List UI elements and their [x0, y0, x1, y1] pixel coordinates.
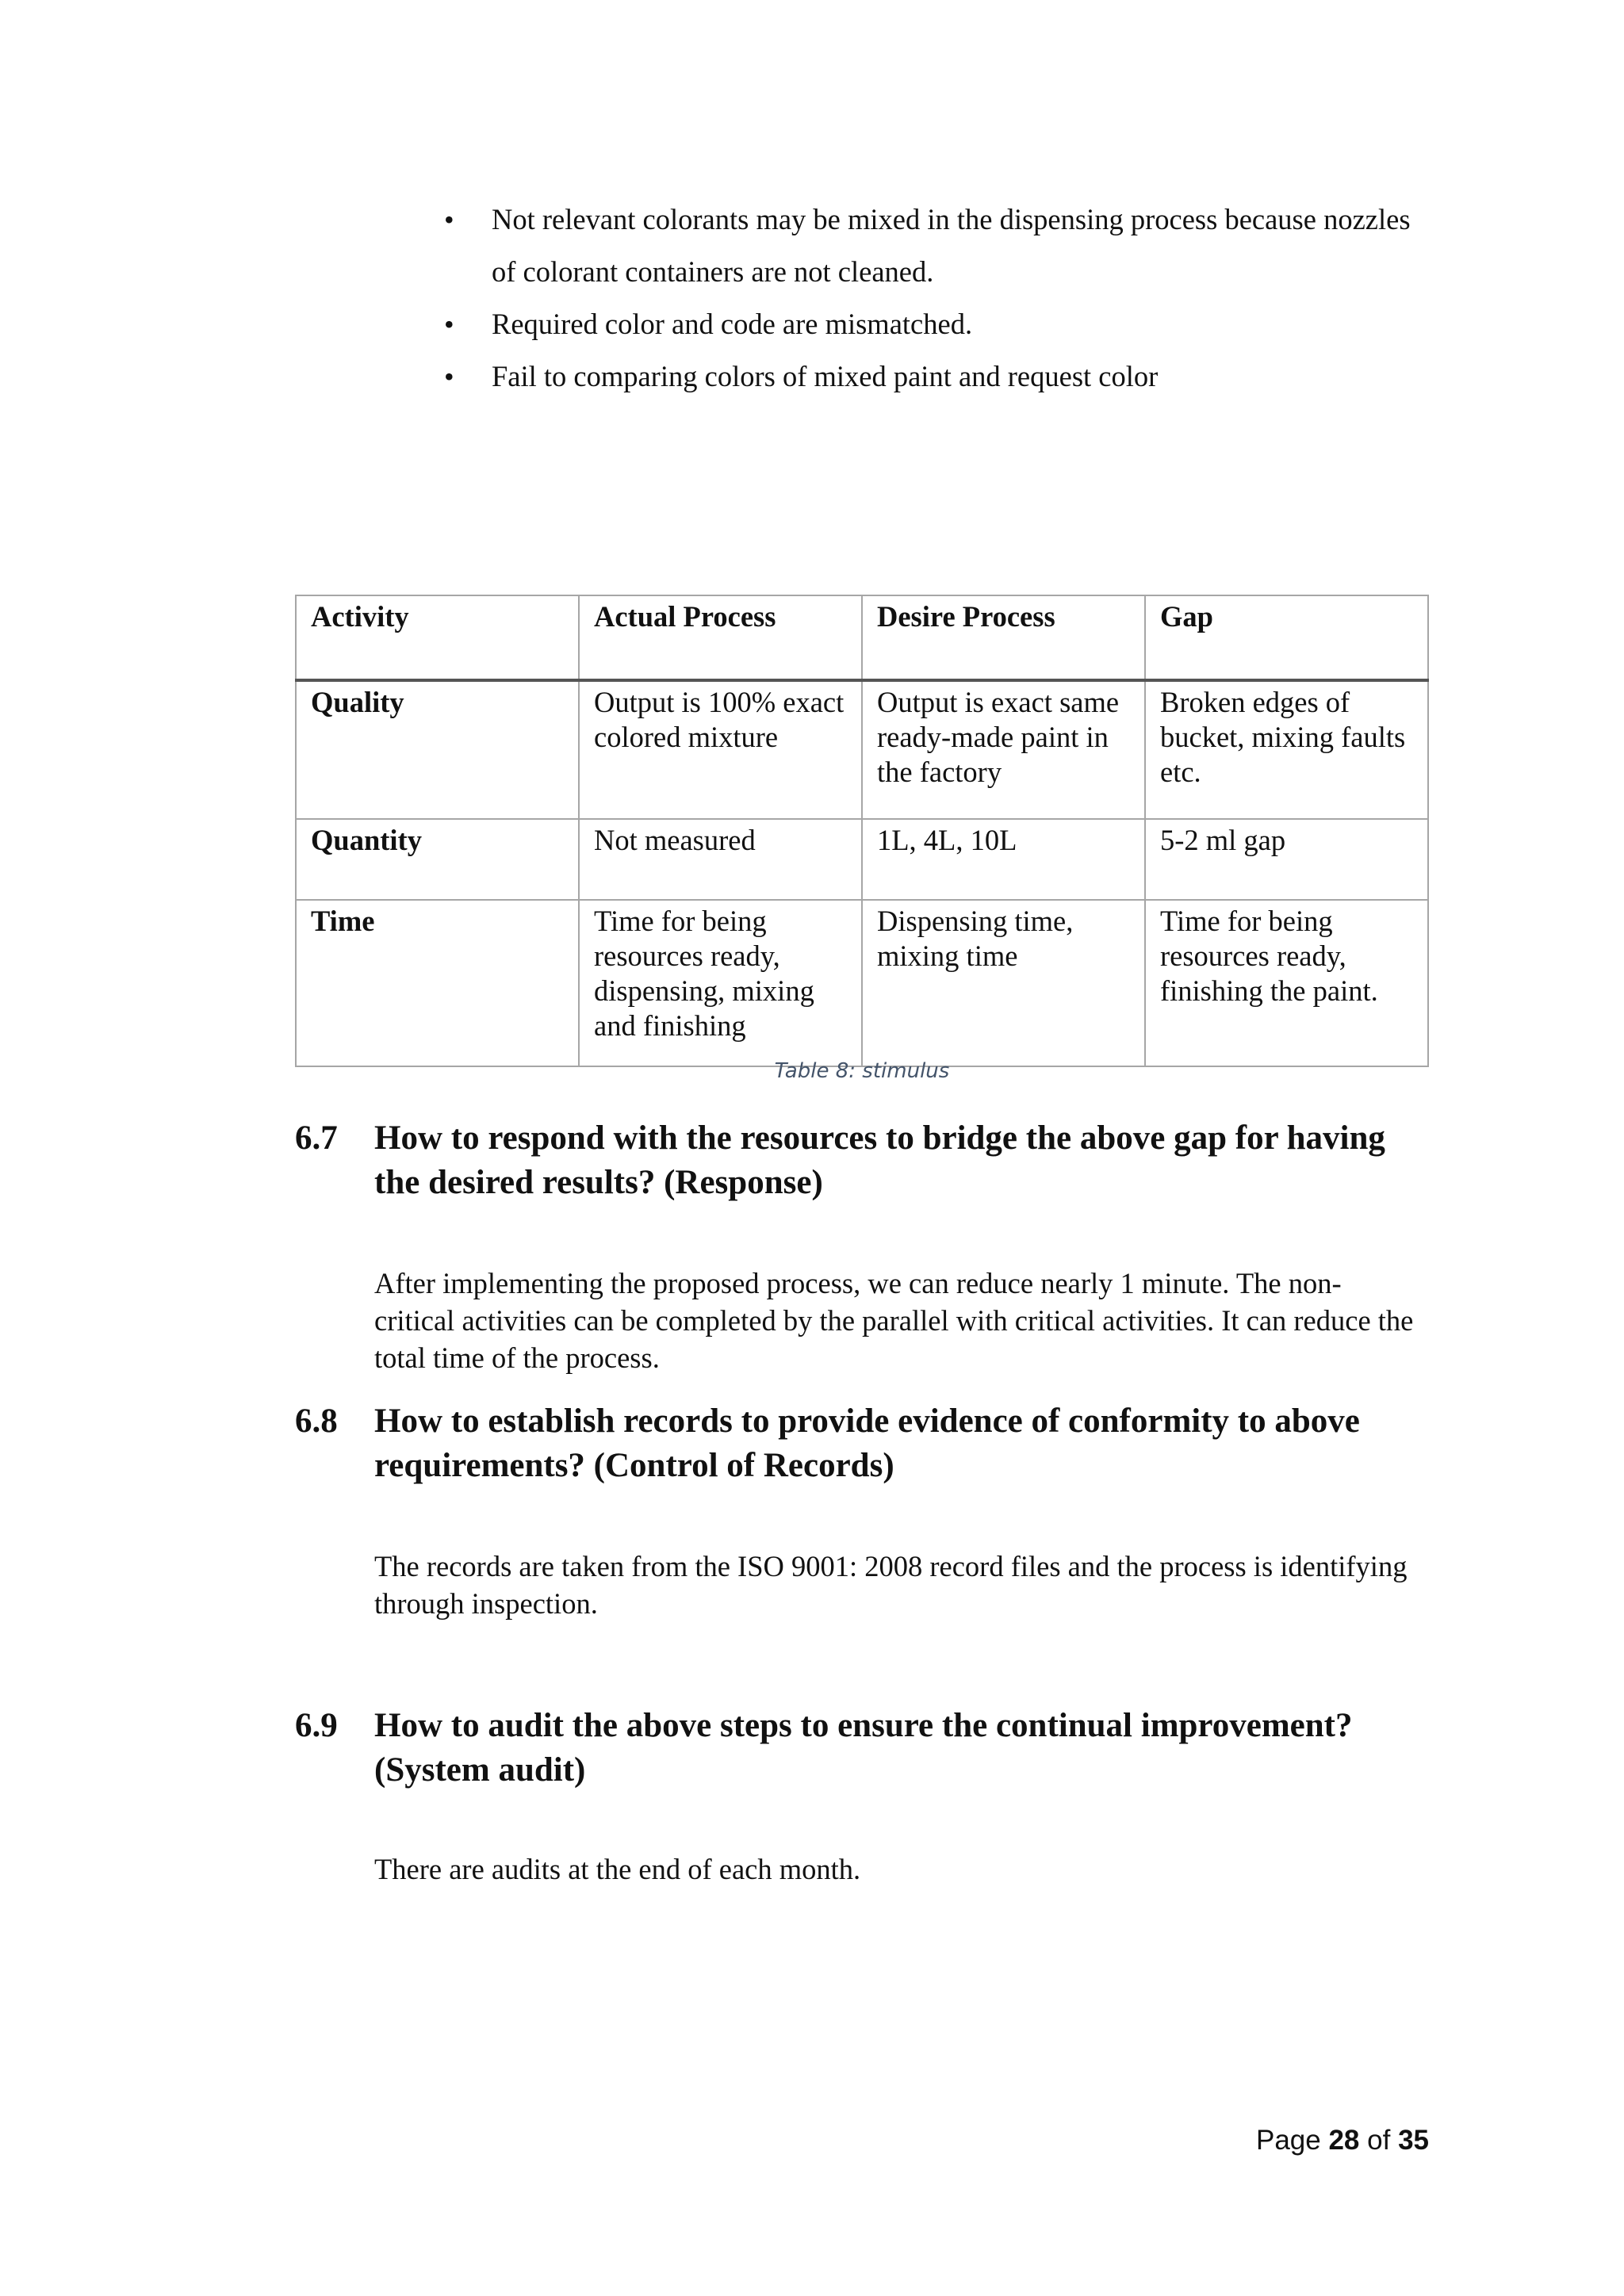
table-cell: 5-2 ml gap	[1145, 819, 1428, 900]
bullet-icon: •	[444, 361, 454, 392]
process-table-container	[295, 595, 1429, 1067]
table-cell: Quantity	[296, 819, 579, 900]
process-gap-table	[295, 595, 1429, 1067]
table-cell: Output is 100% exact colored mixture	[579, 680, 862, 819]
section-number: 6.8	[295, 1402, 338, 1440]
list-item: • Not relevant colorants may be mixed in the dispensing process because nozzles of colorant containers are not cleaned.	[444, 193, 1435, 298]
section-number: 6.9	[295, 1707, 338, 1744]
bullet-list	[444, 193, 1435, 403]
table-cell: 1L, 4L, 10L	[862, 819, 1145, 900]
section-heading	[295, 1704, 1437, 1793]
table-cell: Dispensing time, mixing time	[862, 900, 1145, 1066]
bullet-icon: •	[444, 204, 454, 235]
bullet-icon: •	[444, 308, 454, 340]
table-caption: Table 8: stimulus	[774, 1059, 950, 1083]
table-header-cell: Desire Process	[862, 595, 1145, 680]
total-pages-number: 35	[1398, 2125, 1429, 2156]
current-page-number: 28	[1328, 2125, 1360, 2156]
section-number: 6.7	[295, 1119, 338, 1157]
table-header-cell: Activity	[296, 595, 579, 680]
table-row	[296, 900, 1428, 1066]
list-item: • Fail to comparing colors of mixed paint and request color	[444, 350, 1435, 403]
section-heading	[295, 1116, 1437, 1205]
section-title: How to respond with the resources to bridge the above gap for having the desired results? (Response)	[374, 1119, 1385, 1201]
table-row	[296, 819, 1428, 900]
section-title: How to audit the above steps to ensure the continual improvement? (System audit)	[374, 1707, 1353, 1789]
list-item: • Required color and code are mismatched.	[444, 298, 1435, 350]
table-header-cell: Gap	[1145, 595, 1428, 680]
section-body: There are audits at the end of each month.	[374, 1853, 861, 1885]
table-header-row	[296, 595, 1428, 680]
table-cell: Broken edges of bucket, mixing faults etc.	[1145, 680, 1428, 819]
table-cell: Output is exact same ready-made paint in the factory	[862, 680, 1145, 819]
table-cell: Not measured	[579, 819, 862, 900]
table-cell: Time for being resources ready, dispensing, mixing and finishing	[579, 900, 862, 1066]
table-header-cell: Actual Process	[579, 595, 862, 680]
of-label: of	[1367, 2125, 1391, 2156]
table-cell: Quality	[296, 680, 579, 819]
table-cell: Time	[296, 900, 579, 1066]
page-label: Page	[1255, 2125, 1321, 2156]
table-row	[296, 680, 1428, 819]
page-number-footer	[1256, 2125, 1429, 2156]
table-cell: Time for being resources ready, finishing the paint.	[1145, 900, 1428, 1066]
section-body: After implementing the proposed process, we can reduce nearly 1 minute. The non-critical activities can be completed by the parallel with critical activities. It can reduce the total time of the process.	[374, 1267, 1414, 1374]
section-body: The records are taken from the ISO 9001: 2008 record files and the process is identifying through inspection.	[374, 1550, 1408, 1620]
section-title: How to establish records to provide evidence of conformity to above requirements? (Control of Records)	[374, 1402, 1360, 1484]
section-heading	[295, 1399, 1437, 1488]
